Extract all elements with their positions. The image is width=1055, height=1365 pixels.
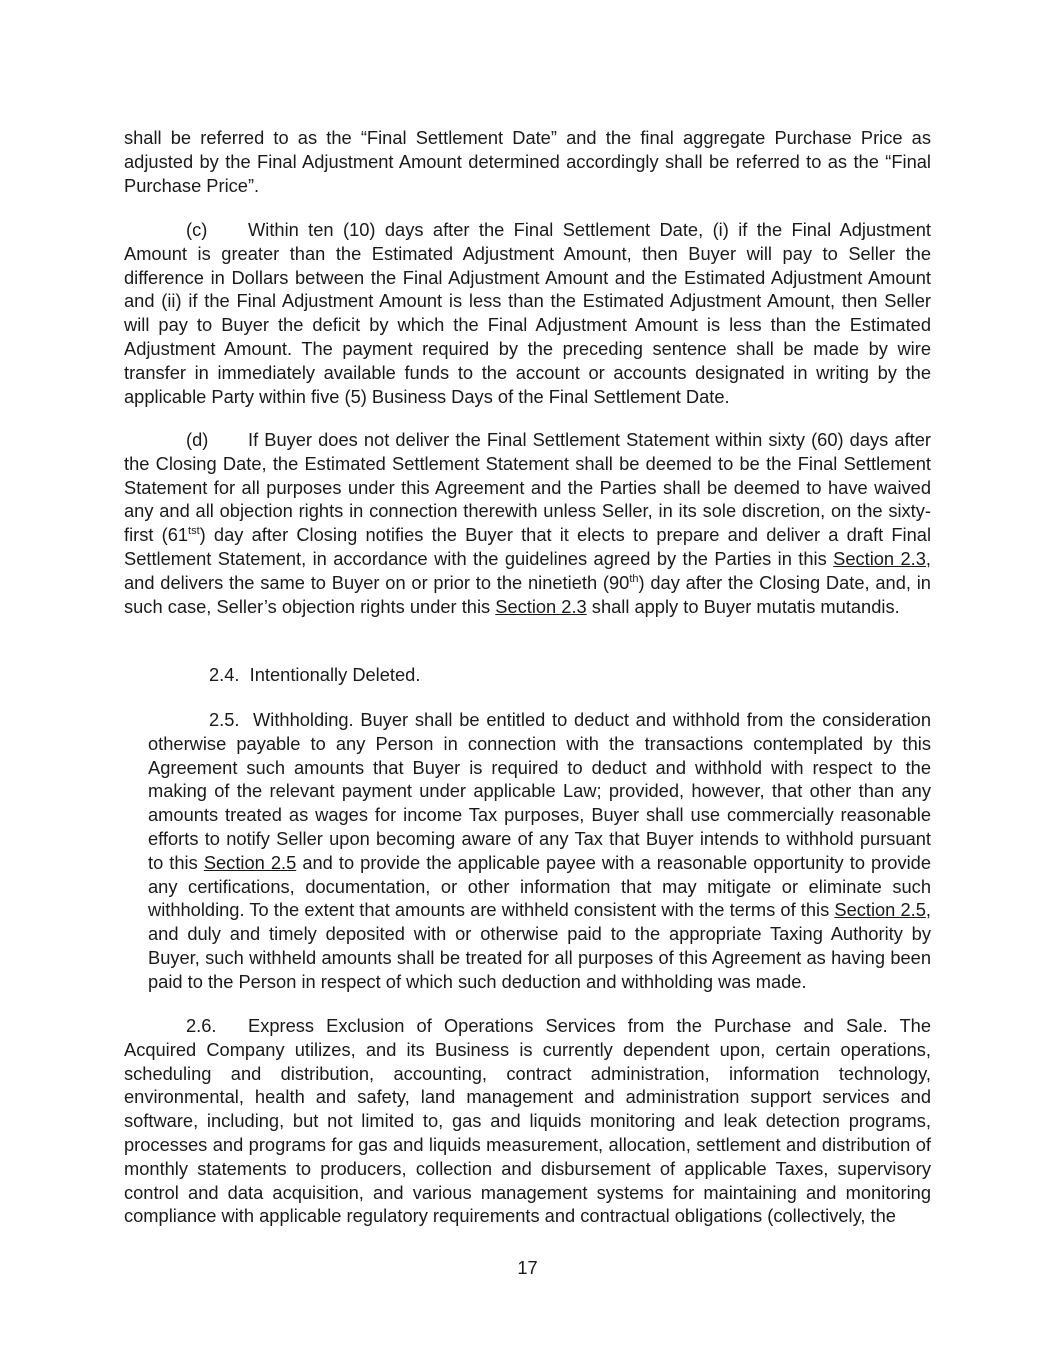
paragraph-text: , and delivers the same to Buyer on or prior to the ninetieth (90	[124, 547, 932, 593]
paragraph-d	[124, 428, 931, 618]
paragraph-text: shall apply to Buyer mutatis mutandis.	[586, 595, 900, 617]
paragraph-text: ) day after Closing notifies the Buyer that it elects to prepare and deliver a draft Final Settlement Statement, in accordance with the guidelines agreed by the Parties in this	[124, 524, 931, 569]
section-2-6-express-exclusion	[124, 1014, 931, 1228]
paragraph-text: ) day after the Closing Date, and, in such case, Seller’s objection rights under this	[124, 571, 931, 617]
paragraph-text: , and duly and timely deposited with or otherwise paid to the appropriate Taxing Authority by Buyer, such withheld amounts shall be treated for all purposes of this Agreement as having been paid to the Person in respect of which such deduction and withholding was made.	[148, 899, 931, 992]
section-reference-link[interactable]: Section 2.5	[834, 899, 926, 921]
section-2-5-withholding	[148, 708, 931, 994]
section-reference-link[interactable]: Section 2.5	[203, 851, 297, 873]
paragraph-text: and to provide the applicable payee with a reasonable opportunity to provide any certifications, documentation, or other information that may mitigate or eliminate such withholding. To the extent that amounts are withheld consistent with the terms of this	[148, 851, 932, 921]
section-number: 2.4.	[209, 664, 240, 685]
section-2-4-heading	[209, 663, 420, 687]
superscript: tst	[188, 525, 200, 538]
paragraph-c	[124, 218, 931, 408]
paragraph-text: Express Exclusion of Operations Services from the Purchase and Sale. The Acquired Company utilizes, and its Business is currently dependent upon, certain operations, scheduling and distribution, accounting, contract administration, information technology, environmental, health and safety, land management and administration support services and software, including, but not limited to, gas and liquids monitoring and leak detection programs, processes and programs for gas and liquids measurement, allocation, settlement and distribution of monthly statements to producers, collection and disbursement of applicable Taxes, supervisory control and data acquisition, and various management systems for maintaining and monitoring compliance with applicable regulatory requirements and contractual obligations (collectively, the	[124, 1015, 931, 1227]
paragraph-final-settlement-date	[124, 126, 931, 197]
section-number: 2.5.	[209, 709, 240, 730]
paragraph-label: (c)	[186, 219, 208, 240]
paragraph-text: Within ten (10) days after the Final Settlement Date, (i) if the Final Adjustment Amount is greater than the Estimated Adjustment Amount, then Buyer will pay to Seller the difference in Dollars between the Final Adjustment Amount and the Estimated Adjustment Amount and (ii) if the Final Adjustment Amount is less than the Estimated Adjustment Amount, then Seller will pay to Buyer the deficit by which the Final Adjustment Amount is less than the Estimated Adjustment Amount. The payment required by the preceding sentence shall be made by wire transfer in immediately available funds to the account or accounts designated in writing by the applicable Party within five (5) Business Days of the Final Settlement Date.	[124, 219, 931, 407]
paragraph-text: If Buyer does not deliver the Final Settlement Statement within sixty (60) days after the Closing Date, the Estimated Settlement Statement shall be deemed to be the Final Settlement Statement for all purposes under this Agreement and the Parties shall be deemed to have waived any and all objection rights in connection therewith unless Seller, in its sole discretion, on the sixty-first (61	[124, 429, 931, 546]
paragraph-label: (d)	[186, 429, 209, 450]
superscript: th	[629, 572, 639, 585]
section-number: 2.6.	[186, 1015, 217, 1036]
section-reference-link[interactable]: Section 2.3	[495, 595, 587, 617]
section-title: Intentionally Deleted.	[249, 664, 421, 685]
paragraph-text: Withholding. Buyer shall be entitled to deduct and withhold from the consideration otherwise payable to any Person in connection with the transactions contemplated by this Agreement such amounts that Buyer is required to deduct and withhold with respect to the making of the relevant payment under applicable Law; provided, however, that other than any amounts treated as wages for income Tax purposes, Buyer shall use commercially reasonable efforts to notify Seller upon becoming aware of any Tax that Buyer intends to withhold pursuant to this	[148, 709, 931, 873]
paragraph-text: shall be referred to as the “Final Settlement Date” and the final aggregate Purchase Price as adjusted by the Final Adjustment Amount determined accordingly shall be referred to as the “Final Purchase Price”.	[124, 127, 931, 196]
section-reference-link[interactable]: Section 2.3	[833, 547, 926, 569]
page-number: 17	[517, 1257, 538, 1278]
